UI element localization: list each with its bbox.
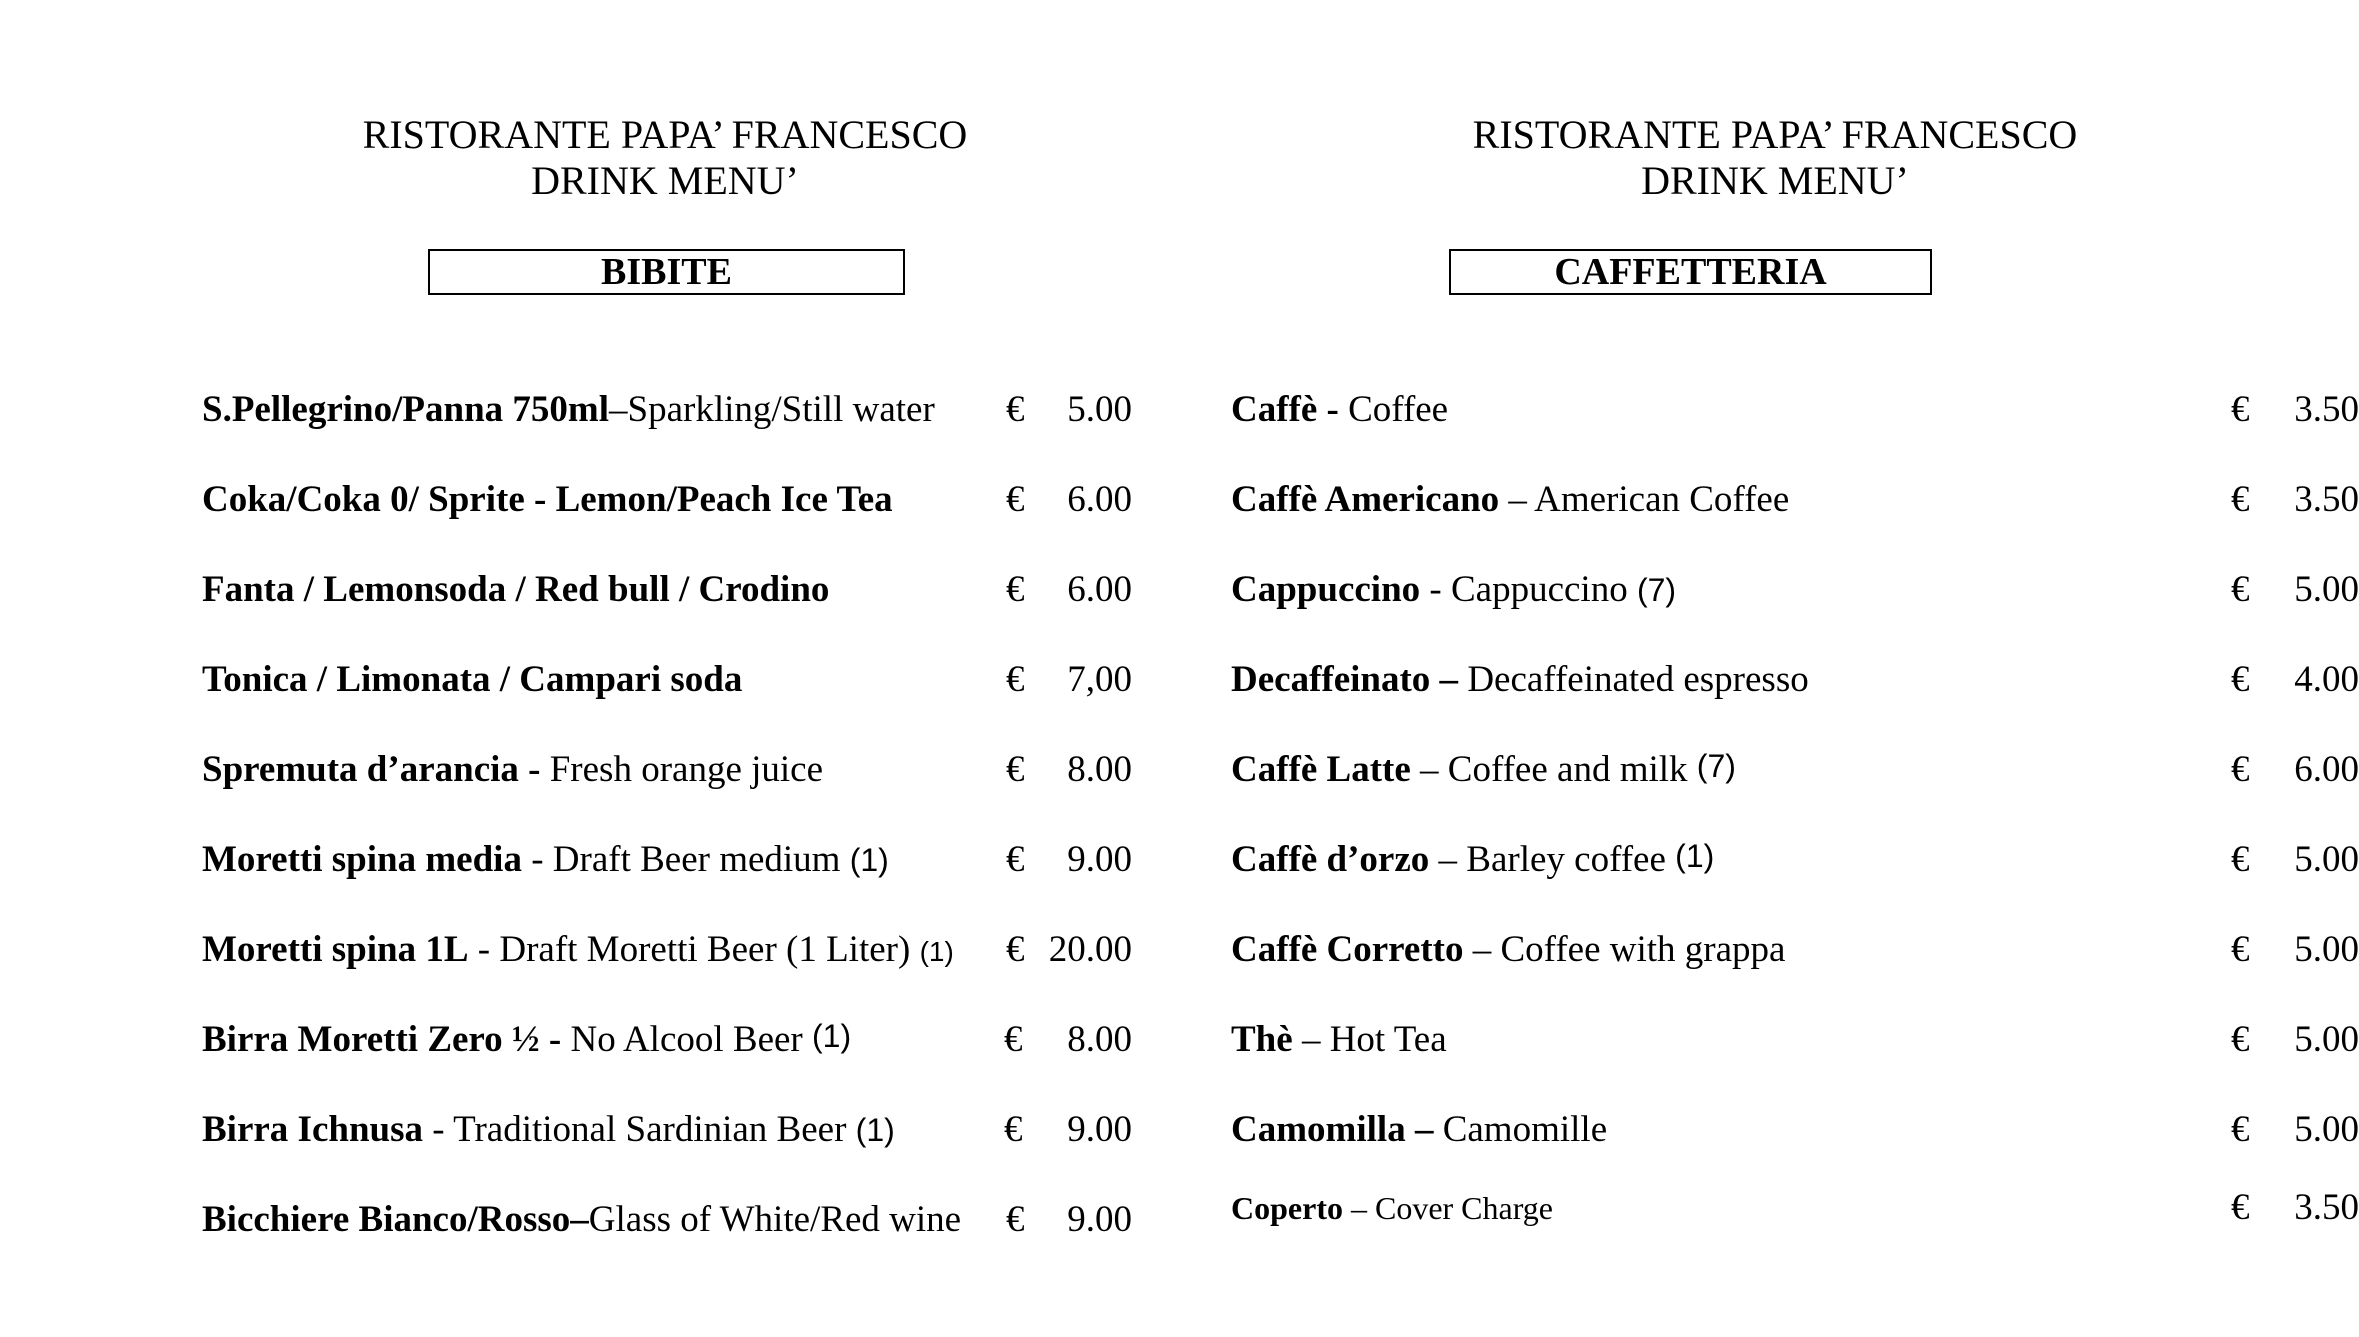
menu-item (1231, 925, 2359, 975)
item-description: - Traditional Sardinian Beer (423, 1109, 856, 1150)
currency-symbol: € (2231, 929, 2250, 970)
price-value: 4.00 (2294, 659, 2359, 700)
price-value: 3.50 (2294, 1187, 2359, 1228)
item-name: Camomilla – (1231, 1109, 1434, 1150)
item-price (2231, 835, 2359, 885)
price-value: 6.00 (1067, 479, 1132, 520)
item-name: Bicchiere Bianco/Rosso– (202, 1199, 589, 1240)
menu-item (1231, 835, 2359, 885)
item-price (1006, 1195, 1132, 1245)
menu-item (1231, 1015, 2359, 1065)
item-description: Decaffeinated espresso (1458, 659, 1809, 700)
price-value: 5.00 (2294, 929, 2359, 970)
menu-item (202, 1015, 1132, 1065)
allergen-note: (1) (849, 842, 889, 878)
item-price (1006, 475, 1132, 525)
item-price (1006, 835, 1132, 885)
item-price (1006, 745, 1132, 795)
price-value: 8.00 (1067, 749, 1132, 790)
item-name: Caffè Corretto (1231, 929, 1464, 970)
item-description: – Hot Tea (1292, 1019, 1447, 1060)
currency-symbol: € (1006, 389, 1025, 430)
currency-symbol: € (1006, 749, 1025, 790)
item-description: - Draft Beer medium (521, 839, 850, 880)
section-heading-caffetteria: CAFFETTERIA (1449, 249, 1932, 295)
price-value: 6.00 (2294, 749, 2359, 790)
currency-symbol: € (1004, 1019, 1023, 1060)
item-price (1006, 655, 1132, 705)
item-name: Caffè Latte (1231, 749, 1411, 790)
item-price (2231, 745, 2359, 795)
price-value: 5.00 (2294, 569, 2359, 610)
item-description: Fresh orange juice (540, 749, 824, 790)
menu-item (1231, 745, 2359, 795)
item-name: Fanta / Lemonsoda / Red bull / Crodino (202, 569, 830, 610)
menu-item (1231, 385, 2359, 435)
currency-symbol: € (1006, 479, 1025, 520)
item-price (2231, 475, 2359, 525)
item-name: Birra Ichnusa (202, 1109, 424, 1150)
price-value: 9.00 (1067, 1199, 1132, 1240)
price-value: 3.50 (2294, 479, 2359, 520)
item-name: Thè (1231, 1019, 1293, 1060)
price-value: 9.00 (1067, 839, 1132, 880)
currency-symbol: € (2231, 659, 2250, 700)
item-description: – Coffee and milk (1410, 749, 1697, 790)
item-description: - Cappuccino (1420, 569, 1637, 610)
currency-symbol: € (1004, 1109, 1023, 1150)
restaurant-name: RISTORANTE PAPA’ FRANCESCO (1472, 112, 2078, 157)
menu-item (1231, 1105, 2359, 1155)
currency-symbol: € (2231, 1109, 2250, 1150)
menu-item (202, 385, 1132, 435)
price-value: 5.00 (1067, 389, 1132, 430)
allergen-note: (1) (812, 1018, 852, 1054)
item-name: Coka/Coka 0/ Sprite - Lemon/Peach Ice Tea (202, 479, 893, 520)
currency-symbol: € (2231, 389, 2250, 430)
price-value: 7,00 (1067, 659, 1132, 700)
price-value: 5.00 (2294, 1019, 2359, 1060)
price-value: 6.00 (1067, 569, 1132, 610)
menu-item (1231, 655, 2359, 705)
allergen-note: (7) (1636, 572, 1677, 608)
currency-symbol: € (1006, 839, 1025, 880)
item-name: Moretti spina 1L (202, 929, 469, 970)
menu-item (202, 1195, 1132, 1245)
item-description: – American Coffee (1499, 479, 1790, 520)
item-price (1006, 925, 1132, 975)
item-price (1006, 385, 1132, 435)
caffetteria-menu (1170, 0, 2359, 1337)
menu-item (1231, 475, 2359, 525)
price-value: 20.00 (1048, 929, 1132, 970)
item-name: Moretti spina media (202, 839, 522, 880)
item-name: Caffè d’orzo (1231, 839, 1430, 880)
item-description: – Coffee with grappa (1463, 929, 1786, 970)
item-price (2231, 1183, 2359, 1233)
menu-title: DRINK MENU’ (1641, 158, 1909, 203)
allergen-note: (1) (855, 1112, 895, 1148)
item-price (2231, 385, 2359, 435)
currency-symbol: € (2231, 1187, 2250, 1228)
item-price (2231, 1015, 2359, 1065)
menu-item (202, 1105, 1132, 1155)
restaurant-title (362, 112, 968, 204)
currency-symbol: € (1006, 659, 1025, 700)
price-value: 3.50 (2294, 389, 2359, 430)
menu-item (202, 925, 1132, 975)
item-price (2231, 1105, 2359, 1155)
menu-title: DRINK MENU’ (531, 158, 799, 203)
menu-item (202, 565, 1132, 615)
item-name: Tonica / Limonata / Campari soda (202, 659, 743, 700)
item-description: Camomille (1433, 1109, 1608, 1150)
item-name: Spremuta d’arancia - (202, 749, 541, 790)
item-price (1004, 1015, 1132, 1065)
item-description: –Sparkling/Still water (609, 389, 935, 430)
allergen-note: (1) (919, 936, 954, 967)
price-value: 8.00 (1067, 1019, 1132, 1060)
item-description: – Cover Charge (1342, 1190, 1553, 1226)
currency-symbol: € (1006, 569, 1025, 610)
menu-item (202, 835, 1132, 885)
allergen-note: (7) (1696, 748, 1736, 784)
restaurant-name: RISTORANTE PAPA’ FRANCESCO (362, 112, 968, 157)
item-description: - Draft Moretti Beer (1 Liter) (468, 929, 920, 970)
bibite-menu (0, 0, 1170, 1337)
section-heading-bibite: BIBITE (428, 249, 905, 295)
item-description: No Alcool Beer (561, 1019, 812, 1060)
currency-symbol: € (2231, 1019, 2250, 1060)
menu-item (202, 475, 1132, 525)
item-name: Caffè - (1231, 389, 1339, 430)
price-value: 5.00 (2294, 1109, 2359, 1150)
price-value: 5.00 (2294, 839, 2359, 880)
item-name: Caffè Americano (1231, 479, 1500, 520)
menu-item (202, 655, 1132, 705)
menu-item (1231, 565, 2359, 615)
item-name: Decaffeinato – (1231, 659, 1459, 700)
item-description: – Barley coffee (1429, 839, 1676, 880)
item-price (1004, 1105, 1132, 1155)
price-value: 9.00 (1067, 1109, 1132, 1150)
currency-symbol: € (2231, 839, 2250, 880)
item-price (2231, 925, 2359, 975)
item-price (2231, 655, 2359, 705)
currency-symbol: € (1006, 929, 1025, 970)
menu-item (1231, 1183, 2359, 1233)
item-name: Coperto (1231, 1190, 1343, 1226)
item-price (1006, 565, 1132, 615)
currency-symbol: € (1006, 1199, 1025, 1240)
item-name: Birra Moretti Zero ½ - (202, 1019, 562, 1060)
item-name: Cappuccino (1231, 569, 1421, 610)
allergen-note: (1) (1675, 838, 1715, 874)
item-description: Coffee (1338, 389, 1449, 430)
currency-symbol: € (2231, 749, 2250, 790)
item-name: S.Pellegrino/Panna 750ml (202, 389, 609, 430)
item-price (2231, 565, 2359, 615)
restaurant-title (1384, 112, 2166, 204)
currency-symbol: € (2231, 479, 2250, 520)
menu-item (202, 745, 1132, 795)
item-description: Glass of White/Red wine (588, 1199, 962, 1240)
currency-symbol: € (2231, 569, 2250, 610)
